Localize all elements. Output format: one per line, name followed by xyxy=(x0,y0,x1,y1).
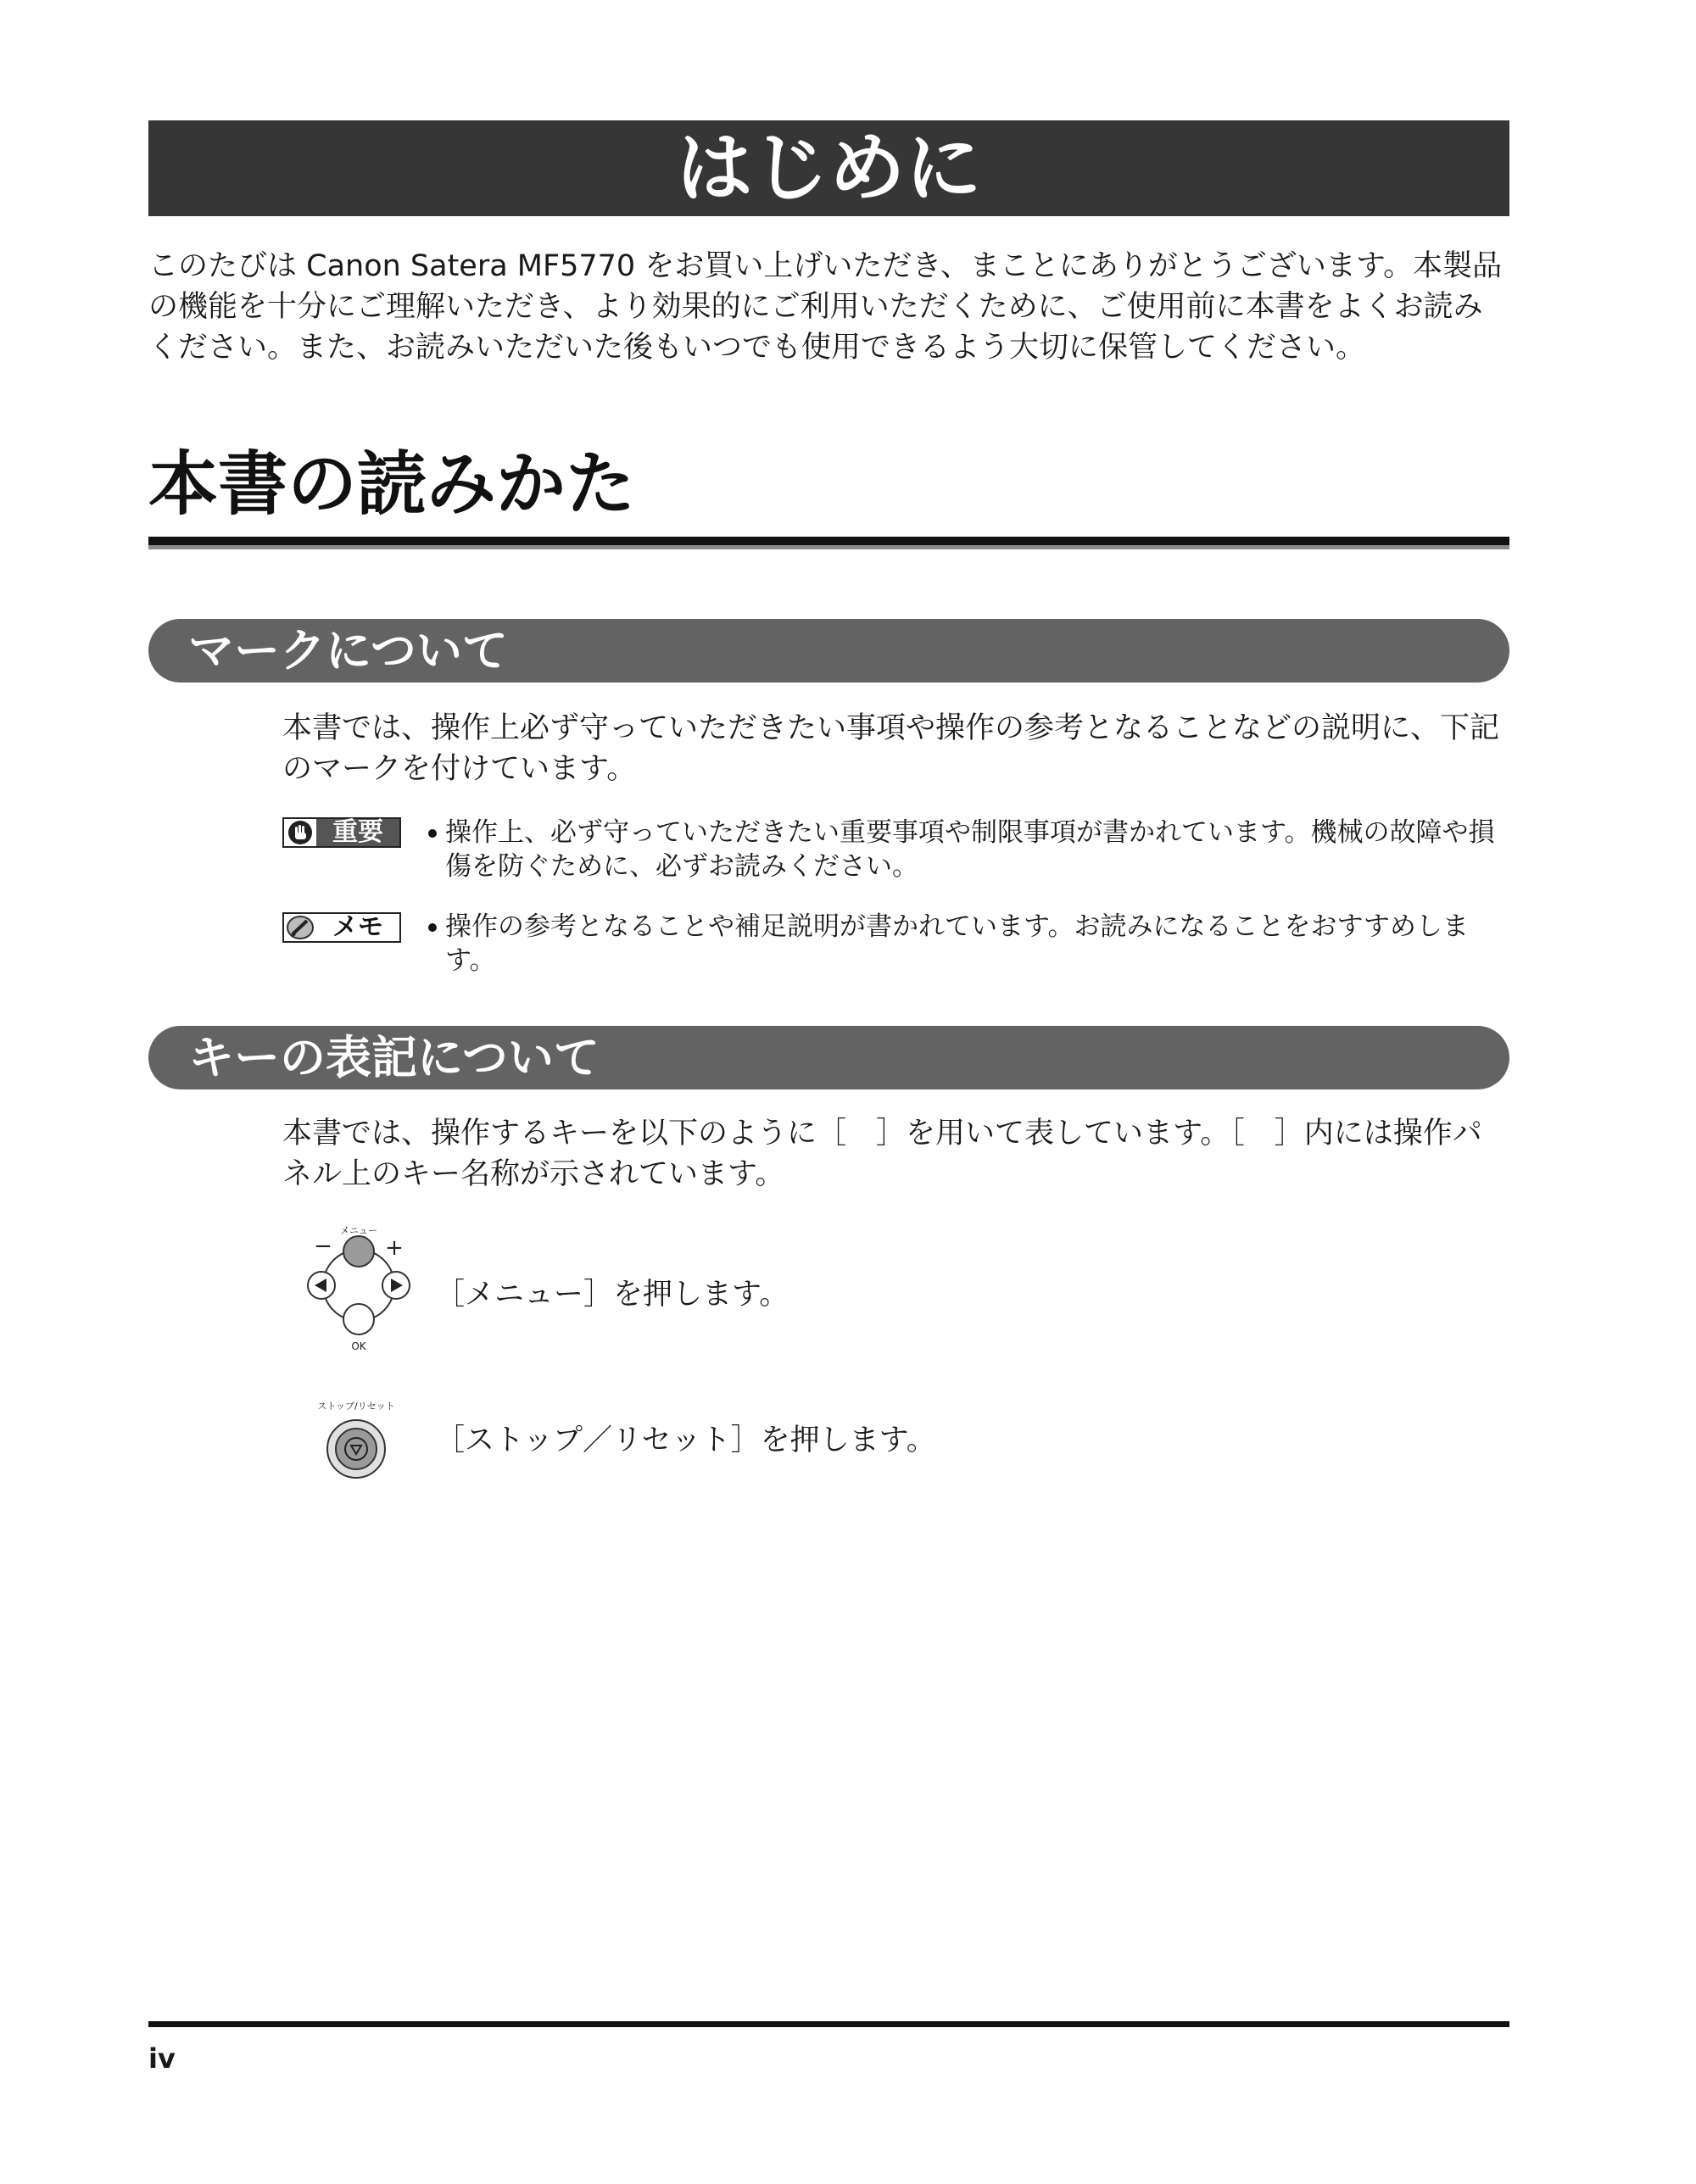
stop-key-top-label: ストップ/リセット xyxy=(317,1401,395,1412)
menu-key-icon xyxy=(301,1221,411,1357)
bullet xyxy=(426,921,439,934)
important-badge xyxy=(282,817,401,848)
important-badge-label: 重要 xyxy=(316,819,399,846)
memo-note-text: 操作の参考となることや補足説明が書かれています。お読みになることをおすすめします。 xyxy=(445,911,1469,976)
hand-stop-icon xyxy=(284,819,316,846)
menu-key-ok: OK xyxy=(351,1340,366,1352)
stop-reset-key-icon xyxy=(310,1399,403,1484)
footer-rule xyxy=(148,2021,1509,2027)
page-title: はじめに xyxy=(148,120,1509,216)
keys-subheading xyxy=(148,1026,1509,1089)
keys-body: 本書では、操作するキーを以下のように［ ］を用いて表しています。［ ］内には操作パネル上のキー名称が示されています。 xyxy=(282,1117,1482,1191)
memo-badge xyxy=(282,912,401,943)
marks-subheading-label: マークについて xyxy=(188,624,508,677)
section-heading: 本書の読みかた xyxy=(148,444,636,525)
heading-rule xyxy=(148,537,1509,545)
pencil-icon xyxy=(284,914,316,941)
intro-paragraph: このたびは Canon Satera MF5770 をお買い上げいただき、まことにありがとうございます。本製品の機能を十分にご理解いただき、より効果的にご利用いただくために、ご使用前に本書をよくお読みください。また、お読みいただいた後もいつでも使用できるよう大切に保管してください。 xyxy=(148,249,1503,365)
menu-key-minus: − xyxy=(314,1234,332,1259)
heading-rule-shadow xyxy=(148,545,1509,549)
keys-subheading-label: キーの表記について xyxy=(188,1031,600,1084)
menu-key-top-label: メニュー xyxy=(340,1225,377,1236)
stop-key-text: ［ストップ／リセット］を押します。 xyxy=(435,1424,936,1457)
menu-key-plus: + xyxy=(385,1235,404,1261)
bullet xyxy=(426,827,439,840)
important-note-text: 操作上、必ず守っていただきたい重要事項や制限事項が書かれています。機械の故障や損傷を防ぐために、必ずお読みください。 xyxy=(445,817,1495,882)
memo-badge-label: メモ xyxy=(316,914,399,941)
menu-key-text: ［メニュー］を押します。 xyxy=(435,1278,789,1312)
page-number: iv xyxy=(148,2042,176,2075)
marks-body: 本書では、操作上必ず守っていただきたい事項や操作の参考となることなどの説明に、下記のマークを付けています。 xyxy=(282,711,1500,786)
marks-subheading xyxy=(148,619,1509,682)
